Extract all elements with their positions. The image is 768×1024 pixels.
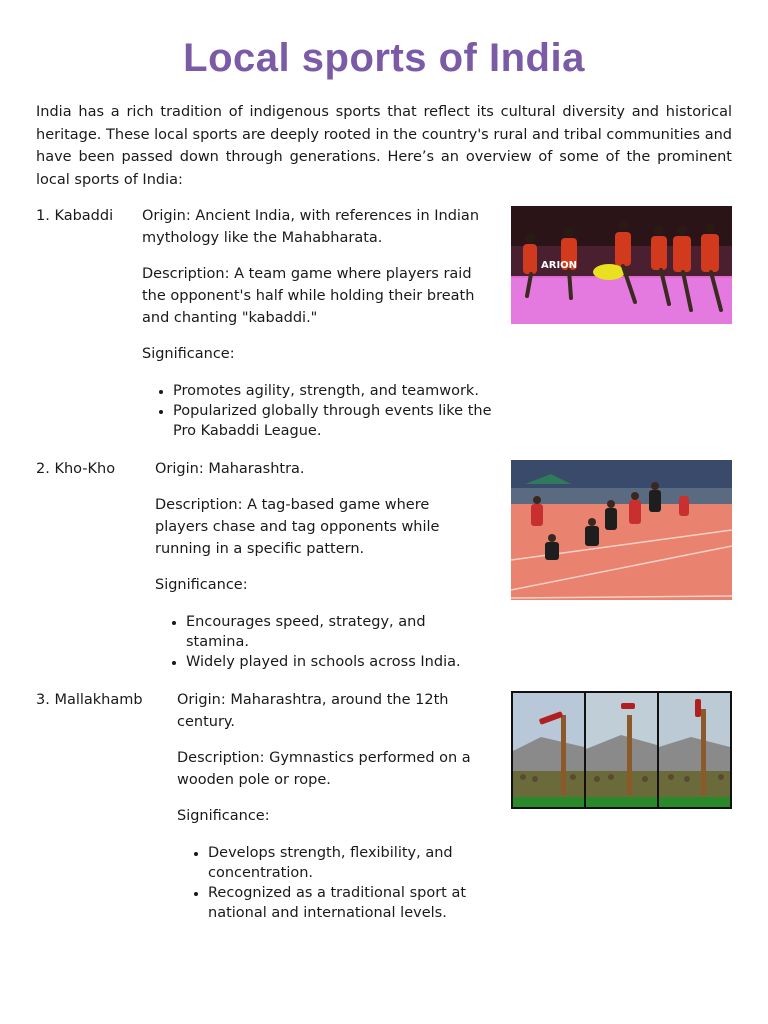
list-item: • Develops strength, flexibility, and concentration. xyxy=(208,843,495,883)
sport-origin: Origin: Ancient India, with references in Indian mythology like the Mahabharata. xyxy=(142,208,480,246)
sport-significance-label: Significance: xyxy=(142,346,235,362)
list-item: • Popularized globally through events like the Pro Kabaddi League. xyxy=(173,401,498,441)
sport-significance-label: Significance: xyxy=(177,808,270,824)
significance-list xyxy=(142,381,498,441)
list-item: • Recognized as a traditional sport at national and international levels. xyxy=(208,883,495,923)
page-title: Local sports of India xyxy=(183,36,585,80)
sport-heading-kabaddi: 1. Kabaddi xyxy=(36,208,114,224)
intro-paragraph: India has a rich tradition of indigenous sports that reflect its cultural diversity and historical heritage. These local sports are deeply rooted in the country's rural and tribal communities and have been passed down through generations. Here’s an overview of some of the prominent local sports of India: xyxy=(36,104,732,188)
kho-kho-photo xyxy=(511,460,732,600)
mallakhamb-photo xyxy=(511,691,732,809)
significance-list xyxy=(155,612,475,672)
kabaddi-photo xyxy=(511,206,732,324)
sport-description: Description: A team game where players raid the opponent's half while holding their breath and chanting "kabaddi." xyxy=(142,266,475,326)
list-item: • Encourages speed, strategy, and stamina. xyxy=(186,612,475,652)
sport-description: Description: A tag-based game where players chase and tag opponents while running in a specific pattern. xyxy=(155,497,440,557)
sport-details-kabaddi xyxy=(142,205,498,441)
sport-details-mallakhamb xyxy=(177,689,495,923)
sport-heading-mallakhamb: 3. Mallakhamb xyxy=(36,692,143,708)
sport-heading-kho-kho: 2. Kho-Kho xyxy=(36,461,116,477)
sport-details-kho-kho xyxy=(155,458,475,672)
sport-description: Description: Gymnastics performed on a wooden pole or rope. xyxy=(177,750,471,788)
list-item: • Promotes agility, strength, and teamwork. xyxy=(173,381,498,401)
sport-origin: Origin: Maharashtra, around the 12th century. xyxy=(177,692,449,730)
svg-text:ARION: ARION xyxy=(541,260,578,271)
significance-list xyxy=(177,843,495,923)
sport-significance-label: Significance: xyxy=(155,577,248,593)
list-item: • Widely played in schools across India. xyxy=(186,652,475,672)
sport-origin: Origin: Maharashtra. xyxy=(155,461,305,477)
